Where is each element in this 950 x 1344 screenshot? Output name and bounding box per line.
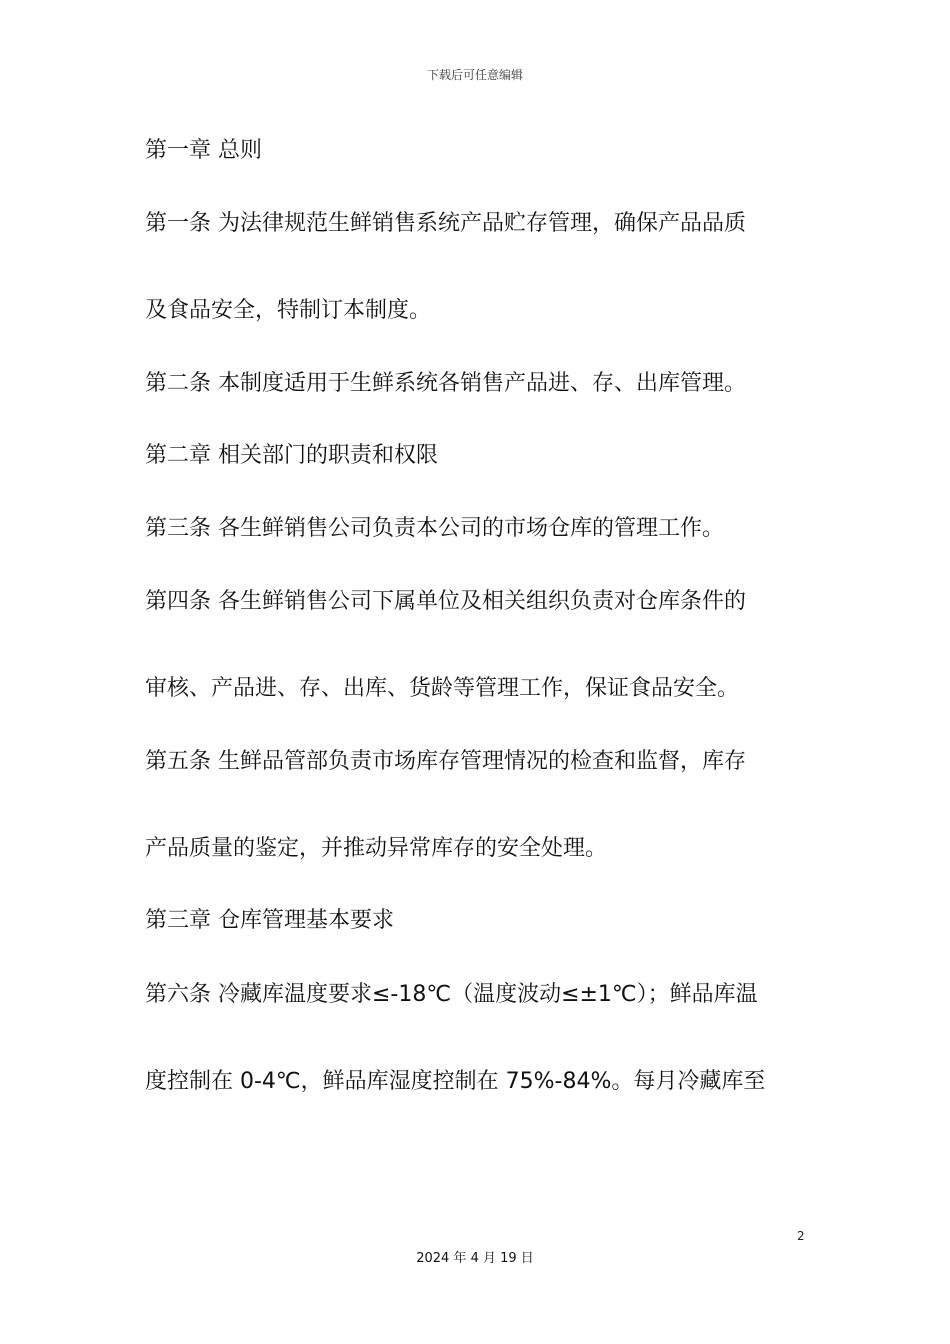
article-line: 第一条 为法律规范生鲜销售系统产品贮存管理，确保产品品质 bbox=[145, 211, 746, 236]
chapter-heading: 第一章 总则 bbox=[145, 138, 262, 163]
chapter-heading: 第二章 相关部门的职责和权限 bbox=[145, 443, 438, 468]
article-line: 第二条 本制度适用于生鲜系统各销售产品进、存、出库管理。 bbox=[145, 371, 746, 396]
article-line: 第六条 冷藏库温度要求≤-18℃（温度波动≤±1℃）；鲜品库温 bbox=[145, 982, 758, 1007]
footer-date: 2024 年 4 月 19 日 bbox=[416, 1251, 534, 1266]
article-line: 审核、产品进、存、出库、货龄等管理工作，保证食品安全。 bbox=[145, 676, 740, 701]
page-header: 下载后可任意编辑 bbox=[426, 68, 523, 82]
article-line: 产品质量的鉴定，并推动异常库存的安全处理。 bbox=[145, 836, 608, 861]
article-line: 第三条 各生鲜销售公司负责本公司的市场仓库的管理工作。 bbox=[145, 516, 724, 541]
page-number: 2 bbox=[797, 1229, 805, 1243]
article-line: 度控制在 0-4℃，鲜品库湿度控制在 75%-84%。每月冷藏库至 bbox=[145, 1069, 766, 1094]
article-line: 及食品安全，特制订本制度。 bbox=[145, 298, 432, 323]
article-line: 第五条 生鲜品管部负责市场库存管理情况的检查和监督，库存 bbox=[145, 749, 746, 774]
article-line: 第四条 各生鲜销售公司下属单位及相关组织负责对仓库条件的 bbox=[145, 589, 746, 614]
chapter-heading: 第三章 仓库管理基本要求 bbox=[145, 908, 394, 933]
